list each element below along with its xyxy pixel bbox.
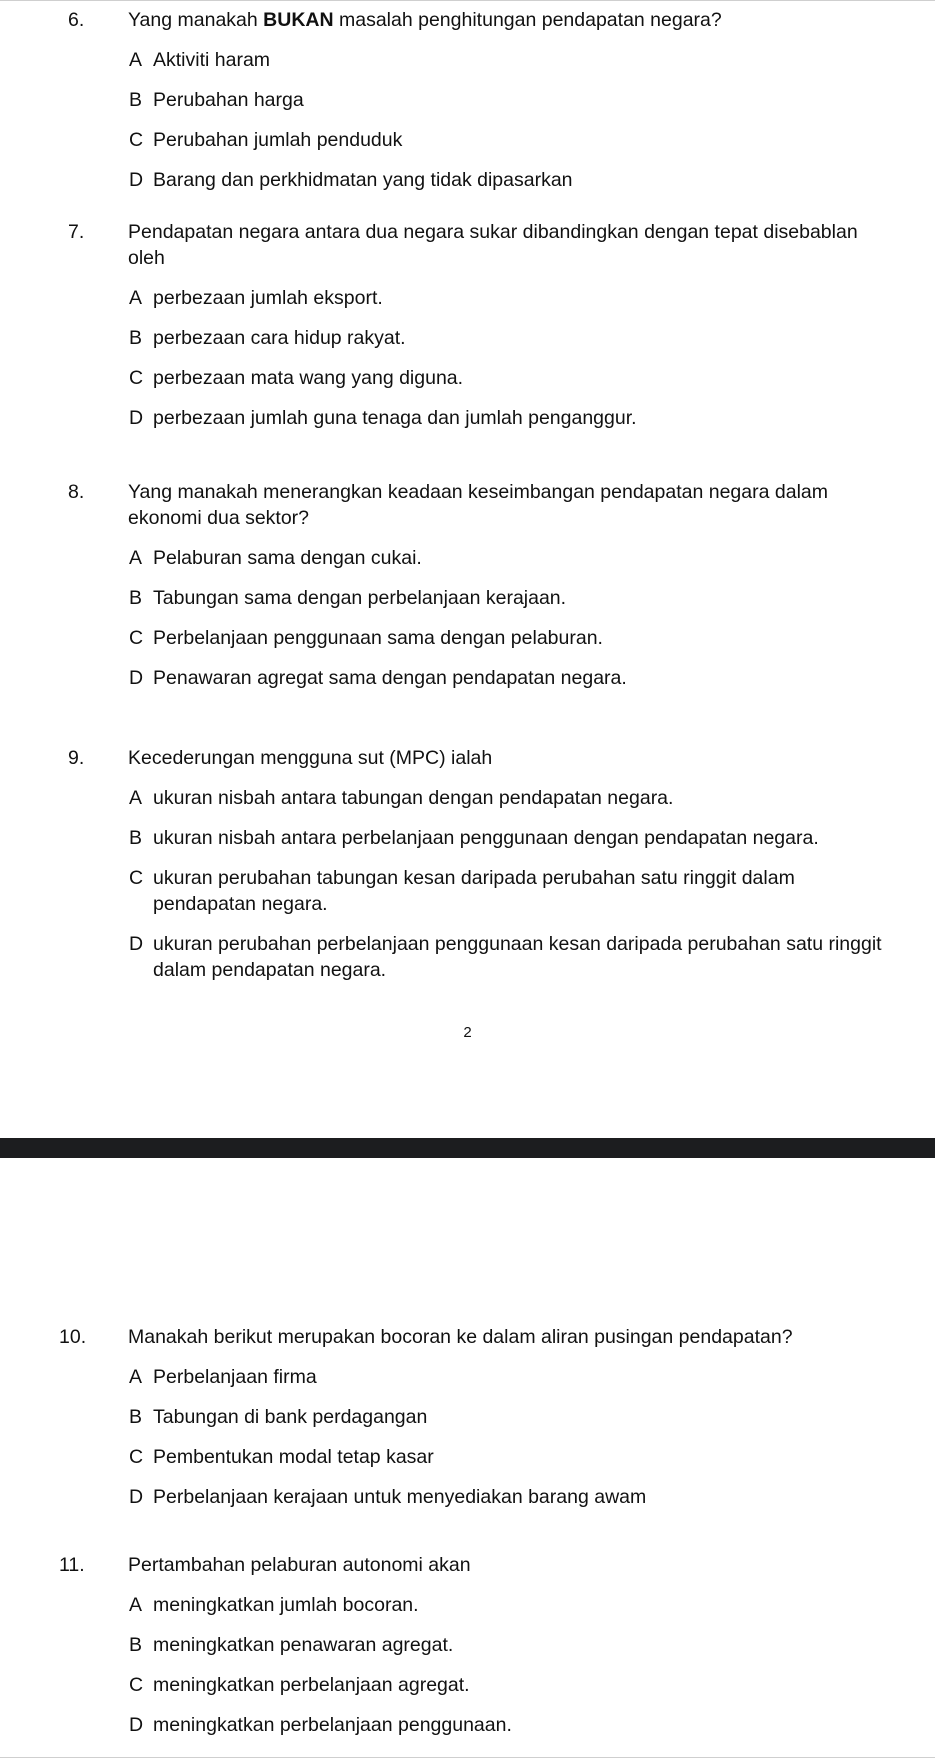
option-text: perbezaan mata wang yang diguna. <box>153 367 464 389</box>
question-number: 7. <box>68 221 85 243</box>
option-letter: D <box>129 169 144 191</box>
document-page-2 <box>0 1158 935 1758</box>
option <box>0 1712 935 1738</box>
page-separator <box>0 1138 935 1158</box>
option <box>0 365 935 391</box>
option-letter: A <box>129 787 143 809</box>
option-text: Perubahan jumlah penduduk <box>153 129 403 151</box>
option-text: ukuran nisbah antara tabungan dengan pendapatan negara. <box>153 787 674 809</box>
option <box>0 665 935 691</box>
option <box>0 865 935 917</box>
option <box>0 931 935 983</box>
option <box>0 127 935 153</box>
option-letter: C <box>129 367 144 389</box>
option-text: Pelaburan sama dengan cukai. <box>153 547 422 569</box>
question-number: 9. <box>68 747 85 769</box>
option <box>0 545 935 571</box>
question-text: Yang manakah menerangkan keadaan keseimbangan pendapatan negara dalam ekonomi dua sektor? <box>128 481 828 529</box>
question-11 <box>0 1552 935 1738</box>
option-letter: B <box>129 327 143 349</box>
option <box>0 585 935 611</box>
option-text: Perbelanjaan firma <box>153 1366 317 1388</box>
option-letter: A <box>129 49 143 71</box>
option-text: Tabungan di bank perdagangan <box>153 1406 428 1428</box>
option-letter: C <box>129 1674 144 1696</box>
option <box>0 1404 935 1430</box>
question-text: Kecederungan mengguna sut (MPC) ialah <box>128 747 493 769</box>
option-text: meningkatkan penawaran agregat. <box>153 1634 454 1656</box>
option-letter: A <box>129 1594 143 1616</box>
option <box>0 325 935 351</box>
option-letter: A <box>129 287 143 309</box>
question-stem <box>0 1552 935 1578</box>
option-text: perbezaan jumlah guna tenaga dan jumlah penganggur. <box>153 407 637 429</box>
option-text: meningkatkan jumlah bocoran. <box>153 1594 419 1616</box>
option-letter: B <box>129 1634 143 1656</box>
option <box>0 1672 935 1698</box>
option <box>0 785 935 811</box>
option-letter: D <box>129 933 144 955</box>
option <box>0 825 935 851</box>
question-6 <box>0 7 935 193</box>
option <box>0 167 935 193</box>
option <box>0 1484 935 1510</box>
option-letter: D <box>129 1486 144 1508</box>
option-text: Perubahan harga <box>153 89 304 111</box>
option-letter: B <box>129 1406 143 1428</box>
question-stem <box>0 219 935 271</box>
option-letter: A <box>129 1366 143 1388</box>
option-text: perbezaan cara hidup rakyat. <box>153 327 406 349</box>
question-text-bold: BUKAN <box>263 9 334 31</box>
question-number: 10. <box>59 1326 87 1348</box>
question-stem <box>0 7 935 33</box>
question-text: Manakah berikut merupakan bocoran ke dalam aliran pusingan pendapatan? <box>128 1326 793 1348</box>
option-text: Aktiviti haram <box>153 49 271 71</box>
option <box>0 87 935 113</box>
option-letter: C <box>129 1446 144 1468</box>
question-number: 11. <box>59 1554 85 1576</box>
option <box>0 1444 935 1470</box>
option-text: meningkatkan perbelanjaan penggunaan. <box>153 1714 512 1736</box>
option <box>0 1592 935 1618</box>
option-text: ukuran perubahan perbelanjaan penggunaan kesan daripada perubahan satu ringgit dalam pendapatan negara. <box>153 933 882 981</box>
question-number: 8. <box>68 481 85 503</box>
question-number: 6. <box>68 9 85 31</box>
question-9 <box>0 745 935 983</box>
question-text: Yang manakah <box>128 9 264 31</box>
option-letter: D <box>129 1714 144 1736</box>
option-text: Perbelanjaan kerajaan untuk menyediakan barang awam <box>153 1486 647 1508</box>
option-letter: D <box>129 667 144 689</box>
option-letter: D <box>129 407 144 429</box>
option-text: Pembentukan modal tetap kasar <box>153 1446 434 1468</box>
option <box>0 1632 935 1658</box>
option-letter: B <box>129 587 143 609</box>
question-stem <box>0 745 935 771</box>
question-text: masalah penghitungan pendapatan negara? <box>333 9 722 31</box>
question-stem <box>0 479 935 531</box>
question-text: Pendapatan negara antara dua negara sukar dibandingkan dengan tepat disebablan oleh <box>128 221 858 269</box>
question-10 <box>0 1324 935 1510</box>
option-text: Perbelanjaan penggunaan sama dengan pelaburan. <box>153 627 603 649</box>
question-text: Pertambahan pelaburan autonomi akan <box>128 1554 471 1576</box>
option <box>0 285 935 311</box>
option <box>0 405 935 431</box>
option-text: Tabungan sama dengan perbelanjaan kerajaan. <box>153 587 567 609</box>
option <box>0 47 935 73</box>
option-letter: C <box>129 627 144 649</box>
option-text: ukuran perubahan tabungan kesan daripada perubahan satu ringgit dalam pendapatan negara. <box>153 867 795 915</box>
question-stem <box>0 1324 935 1350</box>
option-letter: C <box>129 867 144 889</box>
option-text: ukuran nisbah antara perbelanjaan penggunaan dengan pendapatan negara. <box>153 827 819 849</box>
option-text: Barang dan perkhidmatan yang tidak dipasarkan <box>153 169 573 191</box>
option <box>0 625 935 651</box>
option-letter: C <box>129 129 144 151</box>
option <box>0 1364 935 1390</box>
page-number: 2 <box>463 1024 472 1041</box>
option-text: perbezaan jumlah eksport. <box>153 287 383 309</box>
question-8 <box>0 479 935 691</box>
option-letter: B <box>129 827 143 849</box>
option-letter: A <box>129 547 143 569</box>
option-letter: B <box>129 89 143 111</box>
option-text: Penawaran agregat sama dengan pendapatan negara. <box>153 667 627 689</box>
question-7 <box>0 219 935 431</box>
option-text: meningkatkan perbelanjaan agregat. <box>153 1674 470 1696</box>
